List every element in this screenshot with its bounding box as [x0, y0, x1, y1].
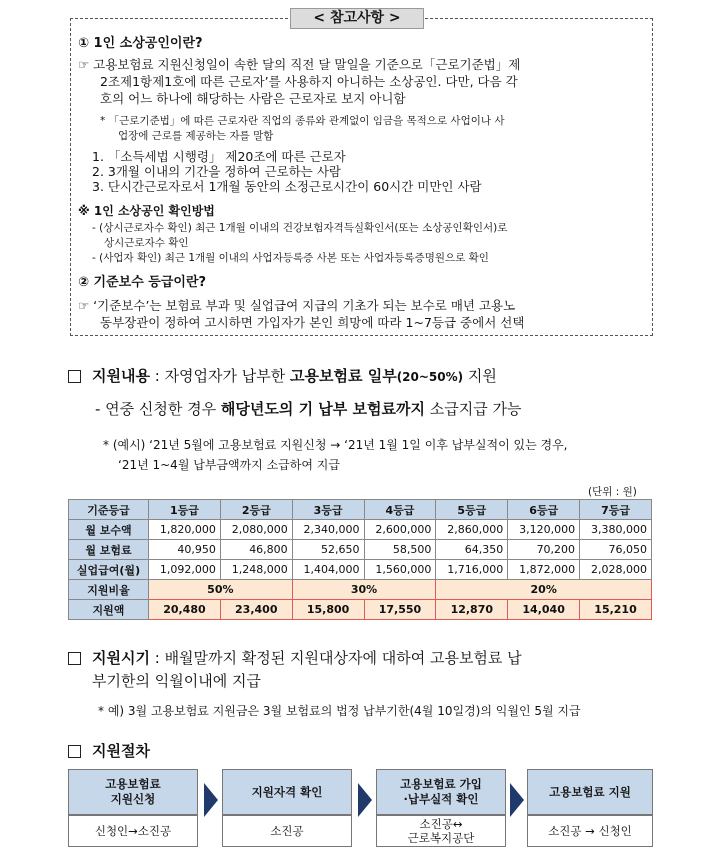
- table-cell: 2,340,000: [292, 520, 364, 540]
- table-cell: 2,080,000: [220, 520, 292, 540]
- procedure-checkbox: [68, 745, 81, 758]
- q1-text-line2: 2조제1항제1호에 따른 근로자’를 사용하지 아니하는 소상공인. 다만, 다음 각: [100, 74, 518, 89]
- procedure-step-3-title: 고용보험료 가입 ·납부실적 확인: [376, 769, 506, 815]
- amount-label: 지원액: [69, 600, 149, 620]
- table-cell: 2,028,000: [580, 560, 652, 580]
- confirm-heading: ※ 1인 소상공인 확인방법: [78, 204, 215, 218]
- q2-heading: ② 기준보수 등급이란?: [78, 275, 207, 290]
- grade-header: 1등급: [149, 500, 221, 520]
- amount-cell: 15,800: [292, 600, 364, 620]
- table-cell: 1,560,000: [364, 560, 436, 580]
- confirm-method-1-line2: 상시근로자수 확인: [104, 237, 189, 249]
- exception-item-2: 2. 3개월 이내의 기간을 정하여 근로하는 사람: [92, 164, 341, 179]
- table-cell: 40,950: [149, 540, 221, 560]
- arrow-right-icon: [358, 783, 372, 817]
- support-timing-line2: 부기한의 익월이내에 지급: [92, 672, 261, 690]
- row-label: 월 보수액: [69, 520, 149, 540]
- table-cell: 46,800: [220, 540, 292, 560]
- rate-row: [69, 580, 652, 600]
- procedure-step-4-title: 고용보험료 지원: [527, 769, 653, 815]
- procedure-step-2-title: 지원자격 확인: [222, 769, 352, 815]
- table-cell: 1,716,000: [436, 560, 508, 580]
- footnote-line1: * 「근로기준법」에 따른 근로자란 직업의 종류와 관계없이 임금을 목적으로 사업이나 사: [100, 115, 505, 127]
- confirm-method-1-line1: - (상시근로자수 확인) 최근 1개월 이내의 건강보험자격득실확인서(또는 소상공인확인서)로: [92, 222, 508, 234]
- table-cell: 1,404,000: [292, 560, 364, 580]
- table-cell: 1,820,000: [149, 520, 221, 540]
- support-timing-note: * 예) 3월 고용보험료 지원금은 3월 보험료의 법정 납부기한(4월 10일경)의 익월인 5월 지급: [98, 704, 581, 718]
- table-cell: 2,600,000: [364, 520, 436, 540]
- table-header-row: [69, 500, 652, 520]
- support-content-checkbox: [68, 370, 81, 383]
- table-row: [69, 540, 652, 560]
- grade-header: 4등급: [364, 500, 436, 520]
- row-label: 월 보험료: [69, 540, 149, 560]
- table-cell: 1,092,000: [149, 560, 221, 580]
- q1-text-line1: ☞ 고용보험료 지원신청일이 속한 달의 직전 달 말일을 기준으로「근로기준법」제: [78, 57, 521, 72]
- amount-row: [69, 600, 652, 620]
- table-row: [69, 560, 652, 580]
- grade-header: 2등급: [220, 500, 292, 520]
- procedure-step-3-actor: 소진공↔ 근로복지공단: [376, 815, 506, 847]
- arrow-right-icon: [204, 783, 218, 817]
- q1-heading: ① 1인 소상공인이란?: [78, 36, 203, 51]
- table-cell: 1,872,000: [508, 560, 580, 580]
- table-unit: (단위 : 원): [588, 486, 637, 498]
- procedure-label: 지원절차: [92, 742, 150, 760]
- amount-cell: 14,040: [508, 600, 580, 620]
- amount-cell: 15,210: [580, 600, 652, 620]
- support-content-label: 지원내용: [92, 367, 150, 385]
- grade-header: 3등급: [292, 500, 364, 520]
- reference-title: < 참고사항 >: [290, 8, 424, 29]
- support-timing-label: 지원시기: [92, 649, 150, 667]
- fee-table: [68, 499, 652, 620]
- table-row: [69, 520, 652, 540]
- grade-header: 5등급: [436, 500, 508, 520]
- rate-cell: 20%: [436, 580, 652, 600]
- row-label: 실업급여(월): [69, 560, 149, 580]
- exception-item-3: 3. 단시간근로자로서 1개월 동안의 소정근로시간이 60시간 미만인 사람: [92, 179, 482, 194]
- grade-header: 7등급: [580, 500, 652, 520]
- rate-label: 지원비율: [69, 580, 149, 600]
- procedure-step-4-actor: 소진공 → 신청인: [527, 815, 653, 847]
- rate-cell: 30%: [292, 580, 436, 600]
- exception-item-1: 1. 「소득세법 시행령」 제20조에 따른 근로자: [92, 149, 346, 164]
- example-line1: * (예시) ‘21년 5월에 고용보험료 지원신청 → ‘21년 1월 1일 이후 납부실적이 있는 경우,: [103, 438, 568, 452]
- table-cell: 76,050: [580, 540, 652, 560]
- table-cell: 2,860,000: [436, 520, 508, 540]
- grade-header-label: 기준등급: [69, 500, 149, 520]
- table-cell: 52,650: [292, 540, 364, 560]
- amount-cell: 17,550: [364, 600, 436, 620]
- amount-cell: 20,480: [149, 600, 221, 620]
- table-cell: 70,200: [508, 540, 580, 560]
- arrow-right-icon: [510, 783, 524, 817]
- procedure-step-1-actor: 신청인→소진공: [68, 815, 198, 847]
- confirm-method-2: - (사업자 확인) 최근 1개월 이내의 사업자등록증 사본 또는 사업자등록증명원으로 확인: [92, 252, 489, 264]
- amount-cell: 23,400: [220, 600, 292, 620]
- table-cell: 1,248,000: [220, 560, 292, 580]
- support-timing-checkbox: [68, 652, 81, 665]
- support-timing-line1: 지원시기 : 배월말까지 확정된 지원대상자에 대하여 고용보험료 납: [92, 649, 522, 667]
- support-content-line: 지원내용 : 자영업자가 납부한 고용보험료 일부(20~50%) 지원: [92, 367, 497, 385]
- procedure-step-1-title: 고용보험료 지원신청: [68, 769, 198, 815]
- rate-cell: 50%: [149, 580, 293, 600]
- table-cell: 3,380,000: [580, 520, 652, 540]
- q2-text-line1: ☞ ‘기준보수’는 보험료 부과 및 실업급여 지급의 기초가 되는 보수로 매년 고용노: [78, 298, 516, 313]
- table-cell: 58,500: [364, 540, 436, 560]
- table-cell: 64,350: [436, 540, 508, 560]
- table-cell: 3,120,000: [508, 520, 580, 540]
- support-content-subline: - 연중 신청한 경우 해당년도의 기 납부 보험료까지 소급지급 가능: [95, 400, 522, 418]
- q2-text-line2: 동부장관이 정하여 고시하면 가입자가 본인 희망에 따라 1~7등급 중에서 선택: [100, 315, 525, 330]
- grade-header: 6등급: [508, 500, 580, 520]
- footnote-line2: 업장에 근로를 제공하는 자를 말함: [118, 130, 274, 142]
- procedure-step-2-actor: 소진공: [222, 815, 352, 847]
- q1-text-line3: 호의 어느 하나에 해당하는 사람은 근로자로 보지 아니함: [100, 91, 406, 106]
- example-line2: ‘21년 1~4월 납부금액까지 소급하여 지급: [118, 458, 340, 472]
- amount-cell: 12,870: [436, 600, 508, 620]
